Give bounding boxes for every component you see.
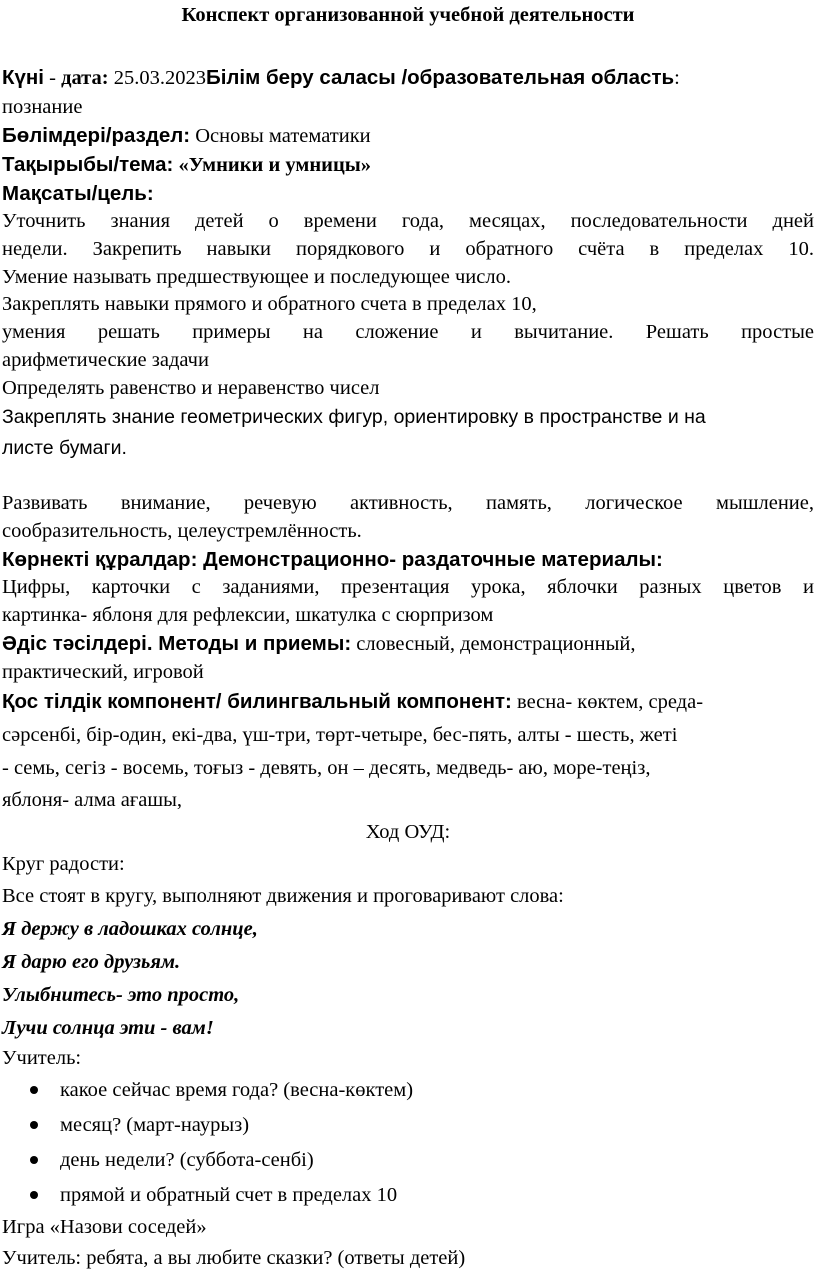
question-item: прямой и обратный счет в пределах 10 (60, 1184, 398, 1206)
goal-line-9: листе бумаги. (2, 437, 127, 459)
bilingual-line-2: сәрсенбі, бір-один, екі-два, үш-три, төрт-четыре, бес-пять, алты - шесть, жеті (2, 724, 678, 746)
goal-line-11: сообразительность, целеустремлённость. (2, 520, 362, 542)
poem-line: Я дарю его друзьям. (2, 951, 181, 973)
methods-value: словесный, демонстрационный, (351, 633, 636, 655)
topic-value: «Умники и умницы» (178, 154, 372, 176)
question-item: месяц? (март-наурыз) (60, 1114, 250, 1136)
bullet-icon (30, 1086, 38, 1094)
teacher-question: Учитель: ребята, а вы любите сказки? (ответы детей) (2, 1247, 466, 1269)
question-item: день недели? (суббота-сенбі) (60, 1149, 314, 1171)
goal-line-8: Закреплять знание геометрических фигур, ориентировку в пространстве и на (2, 406, 706, 428)
materials-line-1: Цифры, карточки с заданиями, презентация урока, яблочки разных цветов и (2, 576, 814, 598)
section-value: Основы математики (195, 125, 371, 147)
area-value: познание (2, 96, 83, 118)
poem-line: Улыбнитесь- это просто, (2, 984, 240, 1006)
goal-line-4: Закреплять навыки прямого и обратного счета в пределах 10, (2, 293, 537, 315)
goal-line-7: Определять равенство и неравенство чисел (2, 377, 380, 399)
poem-line: Я держу в ладошках солнце, (2, 918, 258, 940)
goal-label: Мақсаты/цель: (2, 182, 154, 205)
date-line (2, 66, 814, 90)
area-colon: : (674, 67, 680, 89)
methods-line (2, 632, 814, 656)
bullet-icon (30, 1156, 38, 1164)
game-label: Игра «Назови соседей» (2, 1216, 207, 1238)
topic-line (2, 153, 814, 177)
bilingual-value: весна- көктем, среда- (511, 691, 704, 713)
date-label: Күні (2, 66, 44, 89)
materials-line-2: картинка- яблоня для рефлексии, шкатулка с сюрпризом (2, 604, 494, 626)
goal-line-1: Уточнить знания детей о времени года, месяцах, последовательности дней (2, 210, 814, 232)
question-item: какое сейчас время года? (весна-көктем) (60, 1079, 414, 1101)
course-heading: Ход ОУД: (365, 821, 451, 843)
goal-line-3: Умение называть предшествующее и последующее число. (2, 266, 511, 288)
goal-line-5: умения решать примеры на сложение и вычитание. Решать простые (2, 321, 814, 343)
date-dash: - (44, 67, 62, 89)
circle-label: Круг радости: (2, 853, 125, 875)
bilingual-label: Қос тілдік компонент/ билингвальный компонент: (2, 690, 512, 713)
goal-line-10: Развивать внимание, речевую активность, память, логическое мышление, (2, 492, 814, 514)
area-label: Білім беру саласы /образовательная область (205, 66, 675, 89)
methods-label: Әдіс тәсілдері. Методы и приемы: (2, 632, 352, 655)
materials-label: Көрнекті құралдар: Демонстрационно- раздаточные материалы: (2, 548, 663, 571)
date-value: 25.03.2023 (113, 67, 206, 89)
goal-line-2: недели. Закрепить навыки порядкового и обратного счёта в пределах 10. (2, 238, 814, 260)
methods-value-2: практический, игровой (2, 661, 204, 683)
document-title: Конспект организованной учебной деятельности (181, 4, 635, 26)
section-label: Бөлімдері/раздел: (2, 124, 191, 147)
topic-label: Тақырыбы/тема: (2, 153, 174, 176)
bilingual-line-4: яблоня- алма ағашы, (2, 789, 183, 811)
bullet-icon (30, 1121, 38, 1129)
date-key: дата: (61, 67, 109, 89)
bilingual-line-3: - семь, сегіз - восемь, тоғыз - девять, он – десять, медведь- аю, море-теңіз, (2, 757, 651, 779)
goal-line-6: арифметические задачи (2, 349, 209, 371)
circle-text: Все стоят в кругу, выполняют движения и проговаривают слова: (2, 885, 564, 907)
section-line (2, 124, 814, 148)
bullet-icon (30, 1191, 38, 1199)
teacher-label: Учитель: (2, 1047, 82, 1069)
bilingual-line-1 (2, 690, 814, 714)
poem-line: Лучи солнца эти - вам! (2, 1017, 214, 1039)
